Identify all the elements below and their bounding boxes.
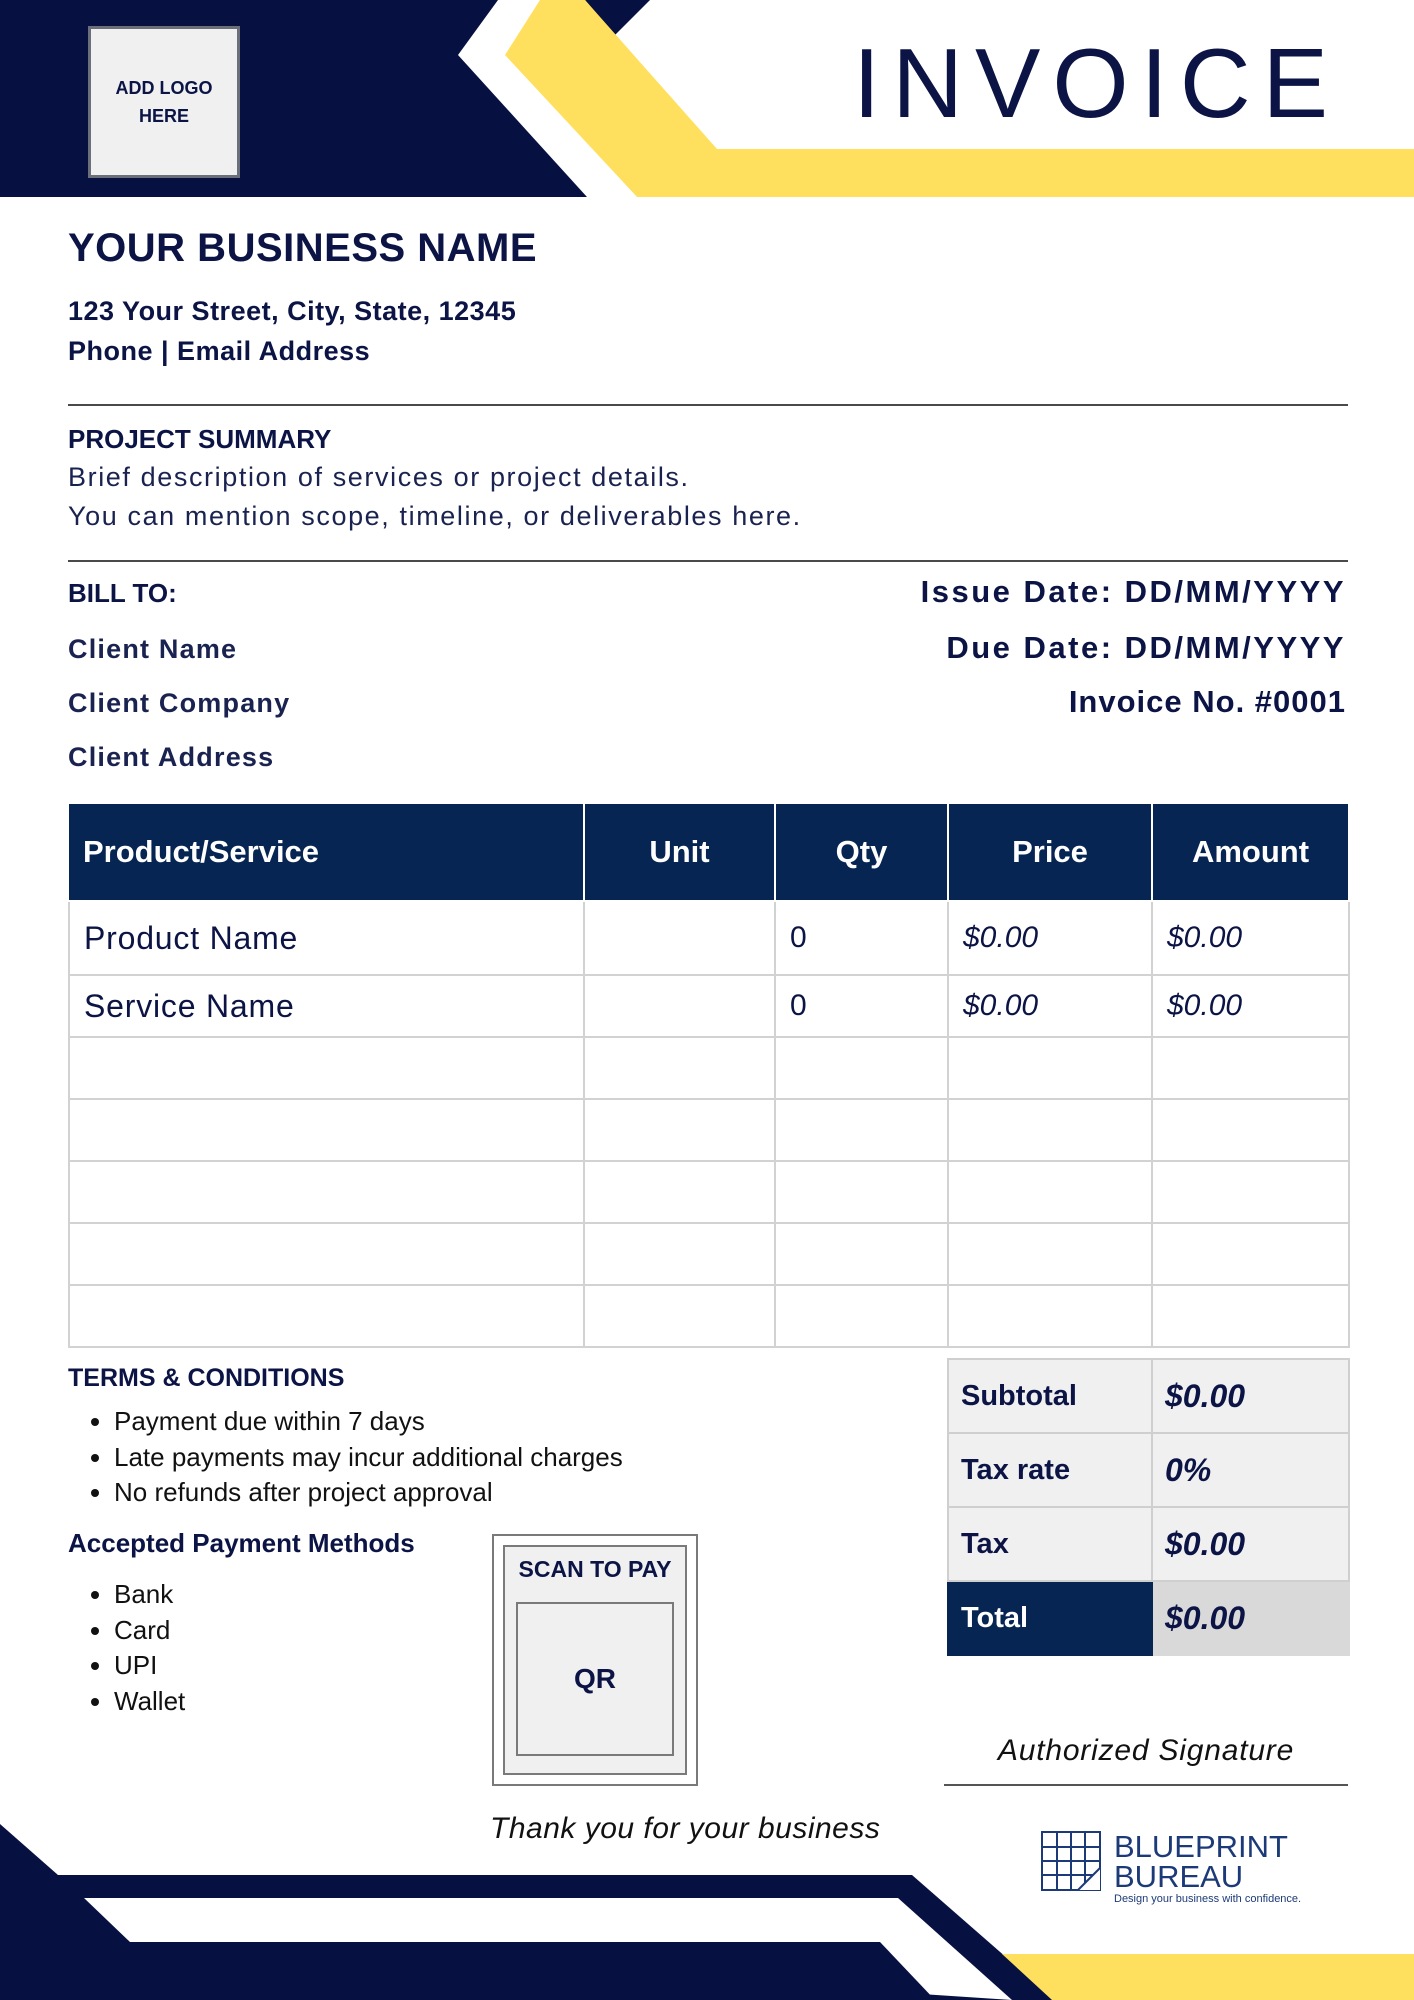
payment-method: • Card xyxy=(114,1613,185,1649)
table-row-empty xyxy=(69,1037,1349,1099)
total-label: Total xyxy=(948,1581,1152,1655)
project-summary-heading: PROJECT SUMMARY xyxy=(68,424,332,454)
item-price[interactable]: $0.00 xyxy=(948,901,1152,975)
table-row xyxy=(69,901,1349,975)
client-company: Client Company xyxy=(68,688,291,718)
tax-rate-row xyxy=(948,1433,1349,1507)
client-address: Client Address xyxy=(68,742,275,772)
payment-method: • Bank xyxy=(114,1577,185,1613)
terms-item: • Payment due within 7 days xyxy=(114,1404,623,1440)
blueprint-grid-icon xyxy=(1040,1830,1102,1892)
business-name: YOUR BUSINESS NAME xyxy=(68,226,538,270)
due-date: Due Date: DD/MM/YYYY xyxy=(946,630,1346,665)
scan-to-pay-label: SCAN TO PAY xyxy=(518,1556,672,1582)
items-table xyxy=(68,802,1350,1348)
terms-item: • No refunds after project approval xyxy=(114,1475,623,1511)
signature-line[interactable] xyxy=(944,1784,1348,1786)
item-name[interactable]: Service Name xyxy=(69,975,584,1037)
table-row-empty xyxy=(69,1161,1349,1223)
item-price[interactable]: $0.00 xyxy=(948,975,1152,1037)
invoice-number: Invoice No. #0001 xyxy=(1068,684,1346,719)
issue-date: Issue Date: DD/MM/YYYY xyxy=(920,574,1346,609)
tax-row xyxy=(948,1507,1349,1581)
column-header-unit: Unit xyxy=(584,803,775,901)
footer-navy-corner xyxy=(0,1824,58,1875)
thank-you-message: Thank you for your business xyxy=(490,1812,881,1845)
tax-value[interactable]: $0.00 xyxy=(1152,1507,1349,1581)
project-summary-line-1: Brief description of services or project details. xyxy=(68,462,690,492)
item-unit[interactable] xyxy=(584,975,775,1037)
invoice-title: INVOICE xyxy=(853,28,1340,138)
terms-heading: TERMS & CONDITIONS xyxy=(68,1364,345,1392)
divider-top xyxy=(68,404,1348,406)
total-row xyxy=(948,1581,1349,1655)
authorized-signature-label: Authorized Signature xyxy=(997,1734,1295,1767)
payment-methods-heading: Accepted Payment Methods xyxy=(68,1528,415,1558)
footer-white-stripe xyxy=(84,1898,1012,2000)
business-address: 123 Your Street, City, State, 12345 xyxy=(68,296,517,326)
divider-middle xyxy=(68,560,1348,562)
payment-methods-list xyxy=(68,1577,185,1719)
brand-name: BLUEPRINT BUREAU xyxy=(1114,1829,1288,1894)
item-amount[interactable]: $0.00 xyxy=(1152,975,1349,1037)
footer-white-stripe-lower xyxy=(130,1942,935,2000)
logo-placeholder[interactable]: ADD LOGO HERE xyxy=(88,26,240,178)
item-amount[interactable]: $0.00 xyxy=(1152,901,1349,975)
business-contact: Phone | Email Address xyxy=(68,336,371,366)
column-header-price: Price xyxy=(948,803,1152,901)
table-row-empty xyxy=(69,1223,1349,1285)
item-qty[interactable]: 0 xyxy=(775,975,948,1037)
subtotal-value[interactable]: $0.00 xyxy=(1152,1359,1349,1433)
footer-navy-band xyxy=(0,1875,1055,2000)
table-row-empty xyxy=(69,1099,1349,1161)
total-value[interactable]: $0.00 xyxy=(1152,1581,1349,1655)
column-header-qty: Qty xyxy=(775,803,948,901)
tax-rate-label: Tax rate xyxy=(948,1433,1152,1507)
subtotal-label: Subtotal xyxy=(948,1359,1152,1433)
qr-code-placeholder[interactable]: QR xyxy=(516,1602,674,1756)
totals-table xyxy=(947,1358,1350,1656)
payment-method: • Wallet xyxy=(114,1684,185,1720)
terms-list xyxy=(68,1404,623,1511)
tax-rate-value[interactable]: 0% xyxy=(1152,1433,1349,1507)
bill-to-heading: BILL TO: xyxy=(68,578,177,608)
item-name[interactable]: Product Name xyxy=(69,901,584,975)
terms-item: • Late payments may incur additional charges xyxy=(114,1440,623,1476)
item-unit[interactable] xyxy=(584,901,775,975)
payment-method: • UPI xyxy=(114,1648,185,1684)
brand-tagline: Design your business with confidence. xyxy=(1114,1893,1302,1905)
tax-label: Tax xyxy=(948,1507,1152,1581)
table-row xyxy=(69,975,1349,1037)
item-qty[interactable]: 0 xyxy=(775,901,948,975)
column-header-product: Product/Service xyxy=(69,803,584,901)
column-header-amount: Amount xyxy=(1152,803,1349,901)
client-name: Client Name xyxy=(68,634,238,664)
project-summary-line-2: You can mention scope, timeline, or deliverables here. xyxy=(68,501,802,531)
subtotal-row xyxy=(948,1359,1349,1433)
items-table-header xyxy=(69,803,1349,901)
table-row-empty xyxy=(69,1285,1349,1347)
footer-yellow-band xyxy=(1002,1954,1414,2000)
